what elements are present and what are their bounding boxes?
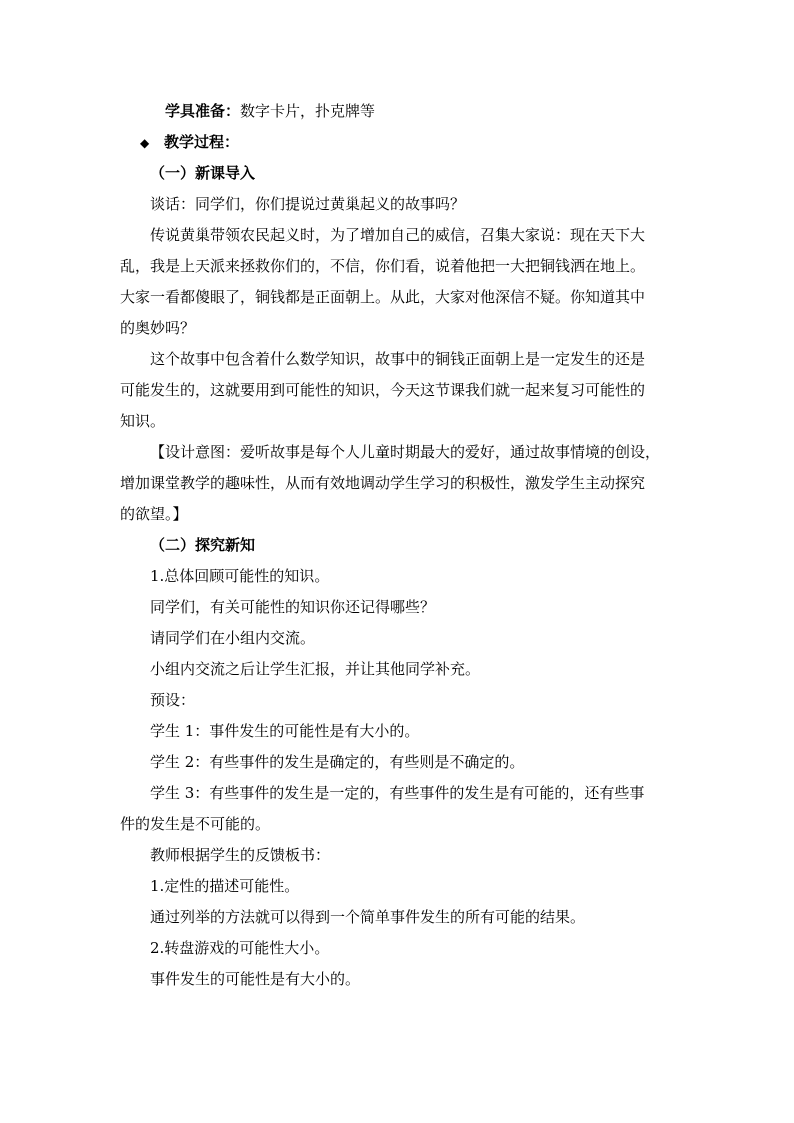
paragraph-line: 乱，我是上天派来拯救你们的，不信，你们看，说着他把一大把铜钱洒在地上。: [120, 257, 646, 275]
paragraph-line: 的奥妙吗？: [120, 319, 196, 337]
paragraph-line: 通过列举的方法就可以得到一个简单事件发生的所有可能的结果。: [150, 908, 586, 926]
paragraph-line: 可能发生的，这就要用到可能性的知识，今天这节课我们就一起来复习可能性的: [120, 381, 646, 399]
section1-heading: （一）新课导入: [150, 164, 256, 182]
paragraph-line: 同学们，有关可能性的知识你还记得哪些？: [150, 598, 436, 616]
document-page: [120, 96, 676, 995]
paragraph-line: 的欲望。】: [120, 505, 188, 523]
paragraph-line: 谈话：同学们，你们提说过黄巢起义的故事吗？: [150, 195, 466, 213]
prep-value: 数字卡片，扑克牌等: [240, 102, 376, 120]
section2-body: [120, 561, 676, 995]
paragraph-line: 【设计意图：爱听故事是每个人儿童时期最大的爱好，通过故事情境的创设，: [150, 443, 661, 461]
paragraph-line: 请同学们在小组内交流。: [150, 629, 316, 647]
section1-body: [120, 189, 676, 530]
paragraph-line: 学生 1：事件发生的可能性是有大小的。: [150, 722, 420, 740]
paragraph-line: 教师根据学生的反馈板书：: [150, 846, 331, 864]
paragraph-line: 传说黄巢带领农民起义时，为了增加自己的威信，召集大家说：现在天下大: [150, 226, 646, 244]
paragraph-line: 知识。: [120, 412, 166, 430]
paragraph-line: 小组内交流之后让学生汇报，并让其他同学补充。: [150, 660, 481, 678]
paragraph-line: 1.定性的描述可能性。: [150, 877, 300, 895]
paragraph-line: 2.转盘游戏的可能性大小。: [150, 939, 330, 957]
process-heading: 教学过程：: [164, 133, 240, 151]
paragraph-line: 增加课堂教学的趣味性，从而有效地调动学生学习的积极性，激发学生主动探究: [120, 474, 646, 492]
paragraph-line: 事件发生的可能性是有大小的。: [150, 970, 361, 988]
paragraph-line: 件的发生是不可能的。: [120, 815, 271, 833]
paragraph-line: 1.总体回顾可能性的知识。: [150, 567, 330, 585]
process-heading-line: [120, 127, 676, 158]
diamond-bullet-icon: ◆: [140, 136, 150, 150]
section2-heading: （二）探究新知: [150, 536, 256, 554]
paragraph-line: 这个故事中包含着什么数学知识，故事中的铜钱正面朝上是一定发生的还是: [150, 350, 646, 368]
prep-label: 学具准备：: [165, 102, 241, 120]
paragraph-line: 学生 2：有些事件的发生是确定的，有些则是不确定的。: [150, 753, 525, 771]
prep-line: [120, 96, 676, 127]
paragraph-line: 预设：: [150, 691, 196, 709]
paragraph-line: 大家一看都傻眼了，铜钱都是正面朝上。从此，大家对他深信不疑。你知道其中: [120, 288, 646, 306]
paragraph-line: 学生 3：有些事件的发生是一定的，有些事件的发生是有可能的，还有些事: [150, 784, 645, 802]
